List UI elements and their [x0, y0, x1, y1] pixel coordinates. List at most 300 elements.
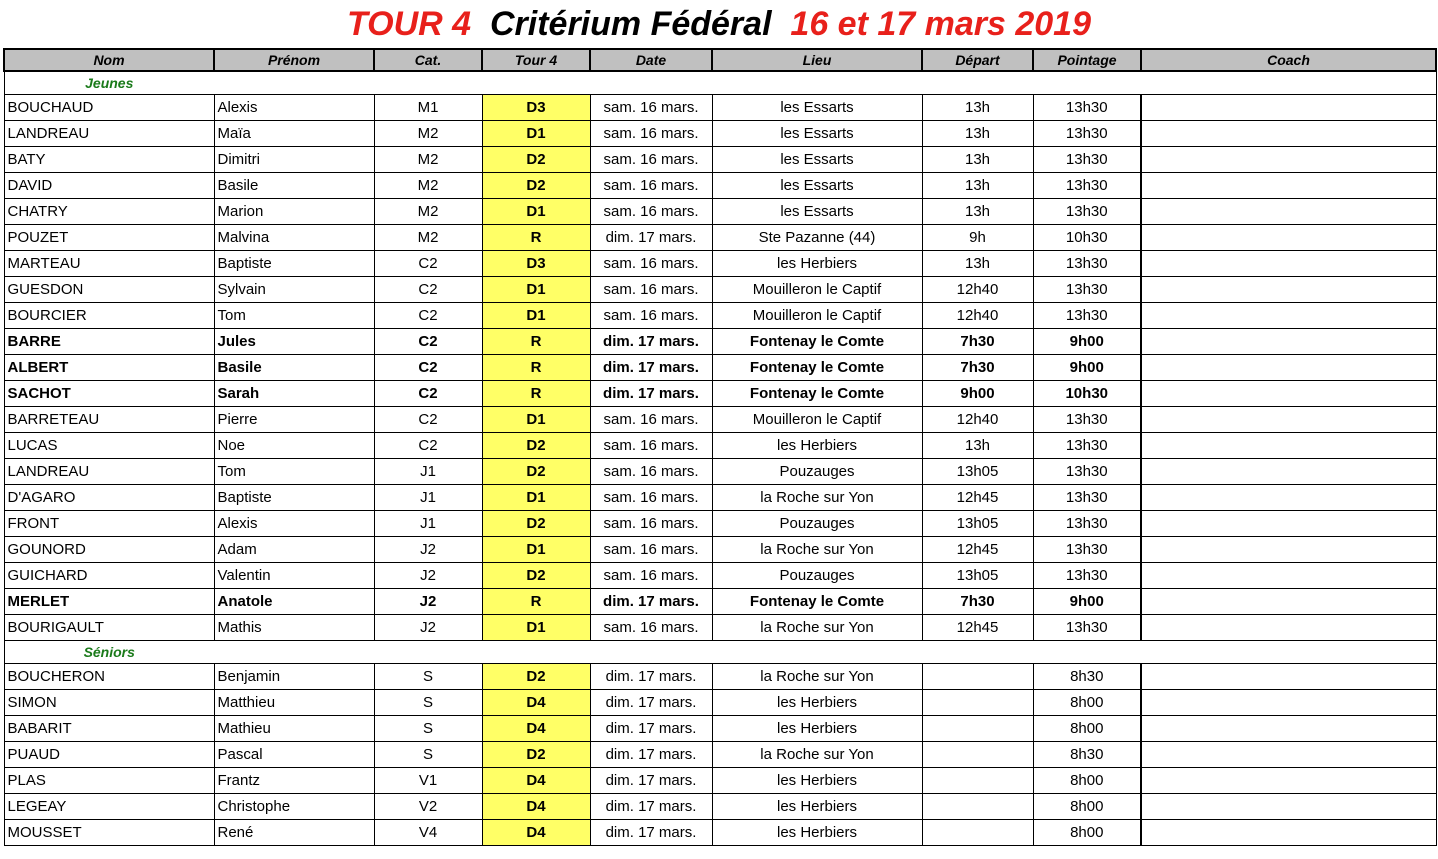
cell-pointage[interactable]: 13h30	[1033, 615, 1141, 641]
cell-pointage[interactable]: 13h30	[1033, 485, 1141, 511]
cell-cat[interactable]: J1	[374, 511, 482, 537]
cell-nom[interactable]: BARRETEAU	[4, 407, 214, 433]
cell-tour[interactable]: D1	[482, 277, 590, 303]
table-row[interactable]	[4, 277, 1436, 303]
cell-prenom[interactable]: Anatole	[214, 589, 374, 615]
cell-cat[interactable]: J2	[374, 563, 482, 589]
cell-date[interactable]: dim. 17 mars.	[590, 329, 712, 355]
cell-date[interactable]: dim. 17 mars.	[590, 768, 712, 794]
table-row[interactable]	[4, 615, 1436, 641]
cell-pointage[interactable]: 9h00	[1033, 589, 1141, 615]
cell-date[interactable]: sam. 16 mars.	[590, 615, 712, 641]
cell-depart[interactable]: 7h30	[922, 329, 1033, 355]
cell-prenom[interactable]: Tom	[214, 303, 374, 329]
cell-depart[interactable]	[922, 690, 1033, 716]
cell-date[interactable]: sam. 16 mars.	[590, 277, 712, 303]
cell-cat[interactable]: S	[374, 690, 482, 716]
cell-prenom[interactable]: Tom	[214, 459, 374, 485]
cell-date[interactable]: sam. 16 mars.	[590, 121, 712, 147]
cell-coach[interactable]	[1141, 589, 1436, 615]
cell-nom[interactable]: GOUNORD	[4, 537, 214, 563]
cell-lieu[interactable]: Ste Pazanne (44)	[712, 225, 922, 251]
table-row[interactable]	[4, 121, 1436, 147]
cell-nom[interactable]: SIMON	[4, 690, 214, 716]
table-row[interactable]	[4, 537, 1436, 563]
cell-coach[interactable]	[1141, 251, 1436, 277]
table-row[interactable]	[4, 563, 1436, 589]
cell-lieu[interactable]: Fontenay le Comte	[712, 355, 922, 381]
cell-coach[interactable]	[1141, 147, 1436, 173]
table-row[interactable]	[4, 433, 1436, 459]
cell-nom[interactable]: BATY	[4, 147, 214, 173]
table-row[interactable]	[4, 173, 1436, 199]
cell-cat[interactable]: J2	[374, 589, 482, 615]
cell-tour[interactable]: D1	[482, 121, 590, 147]
cell-date[interactable]: dim. 17 mars.	[590, 355, 712, 381]
cell-pointage[interactable]: 13h30	[1033, 173, 1141, 199]
table-row[interactable]	[4, 355, 1436, 381]
cell-date[interactable]: sam. 16 mars.	[590, 147, 712, 173]
cell-coach[interactable]	[1141, 173, 1436, 199]
cell-prenom[interactable]: René	[214, 820, 374, 846]
cell-lieu[interactable]: Fontenay le Comte	[712, 329, 922, 355]
cell-depart[interactable]: 12h40	[922, 407, 1033, 433]
title-dates: 16 et 17 mars 2019	[790, 5, 1091, 43]
cell-cat[interactable]: C2	[374, 355, 482, 381]
cell-date[interactable]: sam. 16 mars.	[590, 563, 712, 589]
cell-cat[interactable]: M2	[374, 147, 482, 173]
cell-prenom[interactable]: Alexis	[214, 95, 374, 121]
cell-lieu[interactable]: les Essarts	[712, 173, 922, 199]
cell-tour[interactable]: R	[482, 329, 590, 355]
table-row[interactable]	[4, 511, 1436, 537]
cell-nom[interactable]: LANDREAU	[4, 459, 214, 485]
cell-date[interactable]: dim. 17 mars.	[590, 742, 712, 768]
cell-coach[interactable]	[1141, 199, 1436, 225]
cell-coach[interactable]	[1141, 433, 1436, 459]
section-row	[4, 71, 1436, 95]
cell-cat[interactable]: C2	[374, 329, 482, 355]
cell-date[interactable]: sam. 16 mars.	[590, 485, 712, 511]
cell-tour[interactable]: D2	[482, 742, 590, 768]
cell-depart[interactable]	[922, 768, 1033, 794]
cell-lieu[interactable]: les Herbiers	[712, 433, 922, 459]
cell-pointage[interactable]: 13h30	[1033, 303, 1141, 329]
cell-nom[interactable]: CHATRY	[4, 199, 214, 225]
cell-cat[interactable]: C2	[374, 407, 482, 433]
cell-prenom[interactable]: Benjamin	[214, 664, 374, 690]
cell-nom[interactable]: MERLET	[4, 589, 214, 615]
cell-tour[interactable]: D4	[482, 820, 590, 846]
cell-depart[interactable]	[922, 820, 1033, 846]
cell-pointage[interactable]: 13h30	[1033, 95, 1141, 121]
title-competition: Critérium Fédéral	[489, 5, 772, 43]
cell-nom[interactable]: BABARIT	[4, 716, 214, 742]
cell-date[interactable]: dim. 17 mars.	[590, 589, 712, 615]
cell-depart[interactable]: 13h	[922, 147, 1033, 173]
cell-date[interactable]: sam. 16 mars.	[590, 459, 712, 485]
table-row[interactable]	[4, 820, 1436, 846]
cell-date[interactable]: sam. 16 mars.	[590, 407, 712, 433]
cell-pointage[interactable]: 13h30	[1033, 199, 1141, 225]
cell-nom[interactable]: BARRE	[4, 329, 214, 355]
cell-coach[interactable]	[1141, 742, 1436, 768]
cell-pointage[interactable]: 13h30	[1033, 537, 1141, 563]
cell-coach[interactable]	[1141, 277, 1436, 303]
cell-tour[interactable]: D4	[482, 768, 590, 794]
cell-lieu[interactable]: Pouzauges	[712, 511, 922, 537]
cell-prenom[interactable]: Sylvain	[214, 277, 374, 303]
cell-tour[interactable]: D4	[482, 716, 590, 742]
cell-coach[interactable]	[1141, 459, 1436, 485]
cell-cat[interactable]: M2	[374, 121, 482, 147]
cell-coach[interactable]	[1141, 95, 1436, 121]
cell-nom[interactable]: POUZET	[4, 225, 214, 251]
table-row[interactable]	[4, 329, 1436, 355]
cell-nom[interactable]: BOURIGAULT	[4, 615, 214, 641]
cell-nom[interactable]: MOUSSET	[4, 820, 214, 846]
cell-cat[interactable]: J1	[374, 459, 482, 485]
cell-pointage[interactable]: 8h30	[1033, 664, 1141, 690]
header-lieu[interactable]: Lieu	[712, 49, 922, 71]
cell-pointage[interactable]: 9h00	[1033, 329, 1141, 355]
cell-date[interactable]: dim. 17 mars.	[590, 716, 712, 742]
cell-date[interactable]: sam. 16 mars.	[590, 537, 712, 563]
cell-depart[interactable]: 9h	[922, 225, 1033, 251]
cell-lieu[interactable]: Fontenay le Comte	[712, 381, 922, 407]
cell-pointage[interactable]: 9h00	[1033, 355, 1141, 381]
cell-tour[interactable]: D2	[482, 173, 590, 199]
cell-tour[interactable]: D1	[482, 537, 590, 563]
cell-cat[interactable]: V4	[374, 820, 482, 846]
cell-pointage[interactable]: 13h30	[1033, 511, 1141, 537]
cell-cat[interactable]: M2	[374, 173, 482, 199]
section-label: Jeunes	[4, 71, 214, 95]
header-depart[interactable]: Départ	[922, 49, 1033, 71]
header-coach[interactable]: Coach	[1141, 49, 1436, 71]
cell-coach[interactable]	[1141, 716, 1436, 742]
cell-lieu[interactable]: les Herbiers	[712, 251, 922, 277]
cell-lieu[interactable]: les Herbiers	[712, 820, 922, 846]
cell-tour[interactable]: R	[482, 589, 590, 615]
cell-date[interactable]: sam. 16 mars.	[590, 199, 712, 225]
cell-coach[interactable]	[1141, 690, 1436, 716]
table-row[interactable]	[4, 303, 1436, 329]
title-tour: TOUR 4	[347, 5, 472, 43]
cell-cat[interactable]: V1	[374, 768, 482, 794]
cell-nom[interactable]: FRONT	[4, 511, 214, 537]
cell-coach[interactable]	[1141, 121, 1436, 147]
table-row[interactable]	[4, 199, 1436, 225]
cell-tour[interactable]: R	[482, 381, 590, 407]
cell-depart[interactable]: 7h30	[922, 589, 1033, 615]
cell-coach[interactable]	[1141, 381, 1436, 407]
cell-pointage[interactable]: 8h00	[1033, 716, 1141, 742]
cell-pointage[interactable]: 8h00	[1033, 690, 1141, 716]
cell-depart[interactable]: 12h45	[922, 615, 1033, 641]
table-row[interactable]	[4, 742, 1436, 768]
cell-lieu[interactable]: les Herbiers	[712, 690, 922, 716]
cell-depart[interactable]: 13h	[922, 199, 1033, 225]
cell-tour[interactable]: D2	[482, 511, 590, 537]
cell-pointage[interactable]: 13h30	[1033, 407, 1141, 433]
cell-coach[interactable]	[1141, 355, 1436, 381]
cell-coach[interactable]	[1141, 407, 1436, 433]
cell-depart[interactable]: 13h	[922, 121, 1033, 147]
cell-lieu[interactable]: la Roche sur Yon	[712, 664, 922, 690]
cell-pointage[interactable]: 13h30	[1033, 433, 1141, 459]
cell-nom[interactable]: MARTEAU	[4, 251, 214, 277]
cell-cat[interactable]: S	[374, 742, 482, 768]
cell-prenom[interactable]: Mathieu	[214, 716, 374, 742]
table-row[interactable]	[4, 768, 1436, 794]
cell-cat[interactable]: C2	[374, 277, 482, 303]
cell-pointage[interactable]: 13h30	[1033, 459, 1141, 485]
cell-nom[interactable]: SACHOT	[4, 381, 214, 407]
cell-date[interactable]: dim. 17 mars.	[590, 690, 712, 716]
cell-prenom[interactable]: Mathis	[214, 615, 374, 641]
cell-nom[interactable]: LANDREAU	[4, 121, 214, 147]
cell-cat[interactable]: C2	[374, 381, 482, 407]
table-row[interactable]	[4, 147, 1436, 173]
cell-prenom[interactable]: Dimitri	[214, 147, 374, 173]
cell-nom[interactable]: ALBERT	[4, 355, 214, 381]
cell-prenom[interactable]: Frantz	[214, 768, 374, 794]
table-row[interactable]	[4, 407, 1436, 433]
table-row[interactable]	[4, 716, 1436, 742]
header-tour[interactable]: Tour 4	[482, 49, 590, 71]
cell-cat[interactable]: J2	[374, 537, 482, 563]
cell-cat[interactable]: M2	[374, 225, 482, 251]
cell-cat[interactable]: S	[374, 664, 482, 690]
section-row	[4, 641, 1436, 664]
cell-tour[interactable]: R	[482, 355, 590, 381]
header-pointage[interactable]: Pointage	[1033, 49, 1141, 71]
cell-nom[interactable]: PLAS	[4, 768, 214, 794]
page-title	[0, 0, 1438, 46]
cell-nom[interactable]: BOUCHAUD	[4, 95, 214, 121]
cell-pointage[interactable]: 13h30	[1033, 147, 1141, 173]
table-row[interactable]	[4, 459, 1436, 485]
cell-prenom[interactable]: Matthieu	[214, 690, 374, 716]
cell-pointage[interactable]: 8h00	[1033, 768, 1141, 794]
cell-nom[interactable]: BOURCIER	[4, 303, 214, 329]
cell-coach[interactable]	[1141, 303, 1436, 329]
cell-prenom[interactable]: Basile	[214, 173, 374, 199]
cell-pointage[interactable]: 13h30	[1033, 277, 1141, 303]
cell-cat[interactable]: M2	[374, 199, 482, 225]
cell-pointage[interactable]: 8h30	[1033, 742, 1141, 768]
table-row[interactable]	[4, 95, 1436, 121]
cell-lieu[interactable]: la Roche sur Yon	[712, 615, 922, 641]
cell-coach[interactable]	[1141, 768, 1436, 794]
cell-coach[interactable]	[1141, 820, 1436, 846]
cell-cat[interactable]: C2	[374, 303, 482, 329]
players-table	[3, 48, 1437, 846]
cell-pointage[interactable]: 8h00	[1033, 820, 1141, 846]
cell-nom[interactable]: GUESDON	[4, 277, 214, 303]
cell-date[interactable]: sam. 16 mars.	[590, 173, 712, 199]
cell-depart[interactable]	[922, 742, 1033, 768]
cell-lieu[interactable]: Mouilleron le Captif	[712, 407, 922, 433]
cell-prenom[interactable]: Alexis	[214, 511, 374, 537]
table-row[interactable]	[4, 251, 1436, 277]
cell-pointage[interactable]: 8h00	[1033, 794, 1141, 820]
cell-prenom[interactable]: Basile	[214, 355, 374, 381]
cell-nom[interactable]: PUAUD	[4, 742, 214, 768]
cell-cat[interactable]: C2	[374, 433, 482, 459]
cell-lieu[interactable]: les Essarts	[712, 95, 922, 121]
table-row[interactable]	[4, 381, 1436, 407]
cell-nom[interactable]: BOUCHERON	[4, 664, 214, 690]
header-date[interactable]: Date	[590, 49, 712, 71]
cell-tour[interactable]: D3	[482, 251, 590, 277]
cell-lieu[interactable]: les Herbiers	[712, 794, 922, 820]
cell-cat[interactable]: M1	[374, 95, 482, 121]
cell-prenom[interactable]: Baptiste	[214, 251, 374, 277]
cell-tour[interactable]: D3	[482, 95, 590, 121]
cell-tour[interactable]: D1	[482, 615, 590, 641]
cell-coach[interactable]	[1141, 615, 1436, 641]
cell-date[interactable]: sam. 16 mars.	[590, 251, 712, 277]
cell-depart[interactable]: 13h05	[922, 459, 1033, 485]
cell-prenom[interactable]: Maïa	[214, 121, 374, 147]
header-row	[4, 49, 1436, 71]
cell-depart[interactable]: 13h	[922, 173, 1033, 199]
table-row[interactable]	[4, 589, 1436, 615]
cell-date[interactable]: sam. 16 mars.	[590, 303, 712, 329]
cell-tour[interactable]: D2	[482, 147, 590, 173]
cell-coach[interactable]	[1141, 511, 1436, 537]
cell-depart[interactable]: 12h40	[922, 303, 1033, 329]
cell-tour[interactable]: D2	[482, 563, 590, 589]
cell-cat[interactable]: J1	[374, 485, 482, 511]
cell-pointage[interactable]: 13h30	[1033, 251, 1141, 277]
cell-prenom[interactable]: Noe	[214, 433, 374, 459]
table-row[interactable]	[4, 690, 1436, 716]
cell-pointage[interactable]: 10h30	[1033, 381, 1141, 407]
cell-cat[interactable]: V2	[374, 794, 482, 820]
cell-lieu[interactable]: les Herbiers	[712, 716, 922, 742]
cell-depart[interactable]: 12h45	[922, 537, 1033, 563]
cell-lieu[interactable]: la Roche sur Yon	[712, 742, 922, 768]
cell-coach[interactable]	[1141, 537, 1436, 563]
cell-depart[interactable]: 13h05	[922, 511, 1033, 537]
cell-prenom[interactable]: Baptiste	[214, 485, 374, 511]
cell-nom[interactable]: DAVID	[4, 173, 214, 199]
table-row[interactable]	[4, 664, 1436, 690]
cell-coach[interactable]	[1141, 563, 1436, 589]
cell-date[interactable]: sam. 16 mars.	[590, 511, 712, 537]
cell-prenom[interactable]: Pierre	[214, 407, 374, 433]
cell-lieu[interactable]: les Essarts	[712, 199, 922, 225]
cell-tour[interactable]: D4	[482, 794, 590, 820]
cell-cat[interactable]: J2	[374, 615, 482, 641]
cell-date[interactable]: sam. 16 mars.	[590, 433, 712, 459]
cell-lieu[interactable]: Pouzauges	[712, 563, 922, 589]
cell-tour[interactable]: D1	[482, 407, 590, 433]
cell-date[interactable]: dim. 17 mars.	[590, 820, 712, 846]
cell-date[interactable]: dim. 17 mars.	[590, 381, 712, 407]
cell-pointage[interactable]: 13h30	[1033, 563, 1141, 589]
cell-prenom[interactable]: Adam	[214, 537, 374, 563]
header-nom[interactable]: Nom	[4, 49, 214, 71]
cell-lieu[interactable]: les Essarts	[712, 147, 922, 173]
cell-depart[interactable]	[922, 794, 1033, 820]
cell-prenom[interactable]: Jules	[214, 329, 374, 355]
cell-lieu[interactable]: Fontenay le Comte	[712, 589, 922, 615]
cell-tour[interactable]: D2	[482, 433, 590, 459]
cell-prenom[interactable]: Christophe	[214, 794, 374, 820]
cell-nom[interactable]: D'AGARO	[4, 485, 214, 511]
cell-prenom[interactable]: Marion	[214, 199, 374, 225]
cell-cat[interactable]: S	[374, 716, 482, 742]
header-cat[interactable]: Cat.	[374, 49, 482, 71]
cell-depart[interactable]: 12h40	[922, 277, 1033, 303]
cell-depart[interactable]: 9h00	[922, 381, 1033, 407]
cell-nom[interactable]: LUCAS	[4, 433, 214, 459]
header-prenom[interactable]: Prénom	[214, 49, 374, 71]
table-row[interactable]	[4, 225, 1436, 251]
cell-nom[interactable]: GUICHARD	[4, 563, 214, 589]
cell-depart[interactable]: 13h	[922, 433, 1033, 459]
cell-coach[interactable]	[1141, 225, 1436, 251]
cell-cat[interactable]: C2	[374, 251, 482, 277]
cell-coach[interactable]	[1141, 664, 1436, 690]
table-body	[4, 71, 1436, 846]
cell-tour[interactable]: D2	[482, 459, 590, 485]
cell-depart[interactable]	[922, 664, 1033, 690]
cell-coach[interactable]	[1141, 485, 1436, 511]
cell-tour[interactable]: R	[482, 225, 590, 251]
cell-depart[interactable]	[922, 716, 1033, 742]
cell-prenom[interactable]: Pascal	[214, 742, 374, 768]
cell-lieu[interactable]: Mouilleron le Captif	[712, 303, 922, 329]
cell-pointage[interactable]: 10h30	[1033, 225, 1141, 251]
cell-tour[interactable]: D2	[482, 664, 590, 690]
cell-lieu[interactable]: Mouilleron le Captif	[712, 277, 922, 303]
cell-tour[interactable]: D1	[482, 485, 590, 511]
cell-date[interactable]: dim. 17 mars.	[590, 664, 712, 690]
cell-date[interactable]: dim. 17 mars.	[590, 225, 712, 251]
cell-nom[interactable]: LEGEAY	[4, 794, 214, 820]
table-row[interactable]	[4, 794, 1436, 820]
cell-lieu[interactable]: les Herbiers	[712, 768, 922, 794]
cell-lieu[interactable]: la Roche sur Yon	[712, 485, 922, 511]
cell-coach[interactable]	[1141, 794, 1436, 820]
cell-date[interactable]: sam. 16 mars.	[590, 95, 712, 121]
cell-prenom[interactable]: Valentin	[214, 563, 374, 589]
cell-coach[interactable]	[1141, 329, 1436, 355]
section-label: Séniors	[4, 641, 214, 664]
cell-lieu[interactable]: la Roche sur Yon	[712, 537, 922, 563]
cell-depart[interactable]: 7h30	[922, 355, 1033, 381]
cell-lieu[interactable]: les Essarts	[712, 121, 922, 147]
cell-depart[interactable]: 13h	[922, 95, 1033, 121]
cell-depart[interactable]: 12h45	[922, 485, 1033, 511]
cell-depart[interactable]: 13h	[922, 251, 1033, 277]
cell-tour[interactable]: D4	[482, 690, 590, 716]
cell-pointage[interactable]: 13h30	[1033, 121, 1141, 147]
cell-tour[interactable]: D1	[482, 199, 590, 225]
cell-tour[interactable]: D1	[482, 303, 590, 329]
cell-depart[interactable]: 13h05	[922, 563, 1033, 589]
cell-prenom[interactable]: Sarah	[214, 381, 374, 407]
cell-lieu[interactable]: Pouzauges	[712, 459, 922, 485]
table-row[interactable]	[4, 485, 1436, 511]
cell-date[interactable]: dim. 17 mars.	[590, 794, 712, 820]
cell-prenom[interactable]: Malvina	[214, 225, 374, 251]
